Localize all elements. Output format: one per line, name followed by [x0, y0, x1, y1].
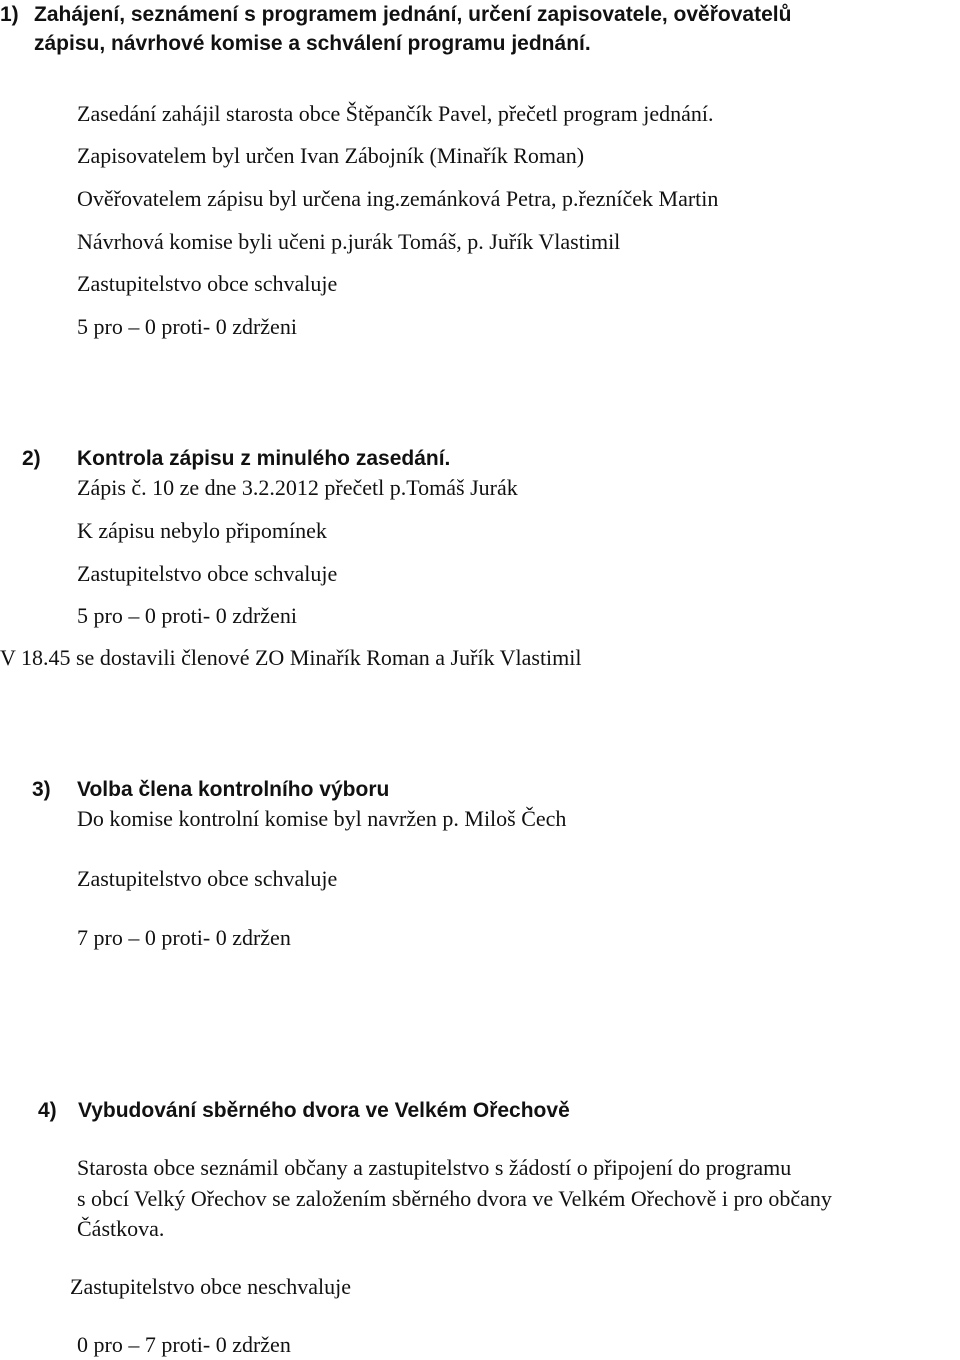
section-2-line: K zápisu nebylo připomínek [77, 518, 327, 543]
section-1-line: Zasedání zahájil starosta obce Štěpančík Pavel, přečetl program jednání. [77, 101, 714, 126]
section-3-line: Do komise kontrolní komise byl navržen p. Miloš Čech [77, 806, 567, 831]
section-1-number: 1) [0, 3, 19, 26]
section-1-heading-line-1: Zahájení, seznámení s programem jednání, určení zapisovatele, ověřovatelů [34, 3, 792, 26]
section-4-line: Částkova. [77, 1216, 165, 1241]
section-3-heading: Volba člena kontrolního výboru [77, 778, 390, 801]
section-4-number: 4) [38, 1099, 57, 1122]
section-2-line: Zápis č. 10 ze dne 3.2.2012 přečetl p.Tomáš Jurák [77, 475, 518, 500]
section-1-line: 5 pro – 0 proti- 0 zdrženi [77, 314, 297, 339]
section-1-line: Návrhová komise byli učeni p.jurák Tomáš, p. Juřík Vlastimil [77, 229, 621, 254]
section-1-line: Zastupitelstvo obce schvaluje [77, 271, 338, 296]
section-2-line: V 18.45 se dostavili členové ZO Minařík Roman a Juřík Vlastimil [0, 645, 582, 670]
section-4-line: 0 pro – 7 proti- 0 zdržen [77, 1332, 291, 1357]
section-1-heading-line-2: zápisu, návrhové komise a schválení programu jednání. [34, 32, 591, 55]
section-2-number: 2) [22, 447, 41, 470]
section-1-line: Zapisovatelem byl určen Ivan Zábojník (Minařík Roman) [77, 143, 585, 168]
section-3-line: Zastupitelstvo obce schvaluje [77, 866, 338, 891]
section-2-line: Zastupitelstvo obce schvaluje [77, 561, 338, 586]
section-4-line: Zastupitelstvo obce neschvaluje [70, 1274, 352, 1299]
section-3-line: 7 pro – 0 proti- 0 zdržen [77, 925, 291, 950]
section-4-line: Starosta obce seznámil občany a zastupitelstvo s žádostí o připojení do programu [77, 1155, 792, 1180]
section-3-number: 3) [32, 778, 51, 801]
section-4-line: s obcí Velký Ořechov se založením sběrného dvora ve Velkém Ořechově i pro občany [77, 1186, 832, 1211]
section-2-heading: Kontrola zápisu z minulého zasedání. [77, 447, 451, 470]
section-4-heading: Vybudování sběrného dvora ve Velkém Ořechově [78, 1099, 570, 1122]
section-1-line: Ověřovatelem zápisu byl určena ing.zemánková Petra, p.řezníček Martin [77, 186, 719, 211]
section-2-line: 5 pro – 0 proti- 0 zdrženi [77, 603, 297, 628]
